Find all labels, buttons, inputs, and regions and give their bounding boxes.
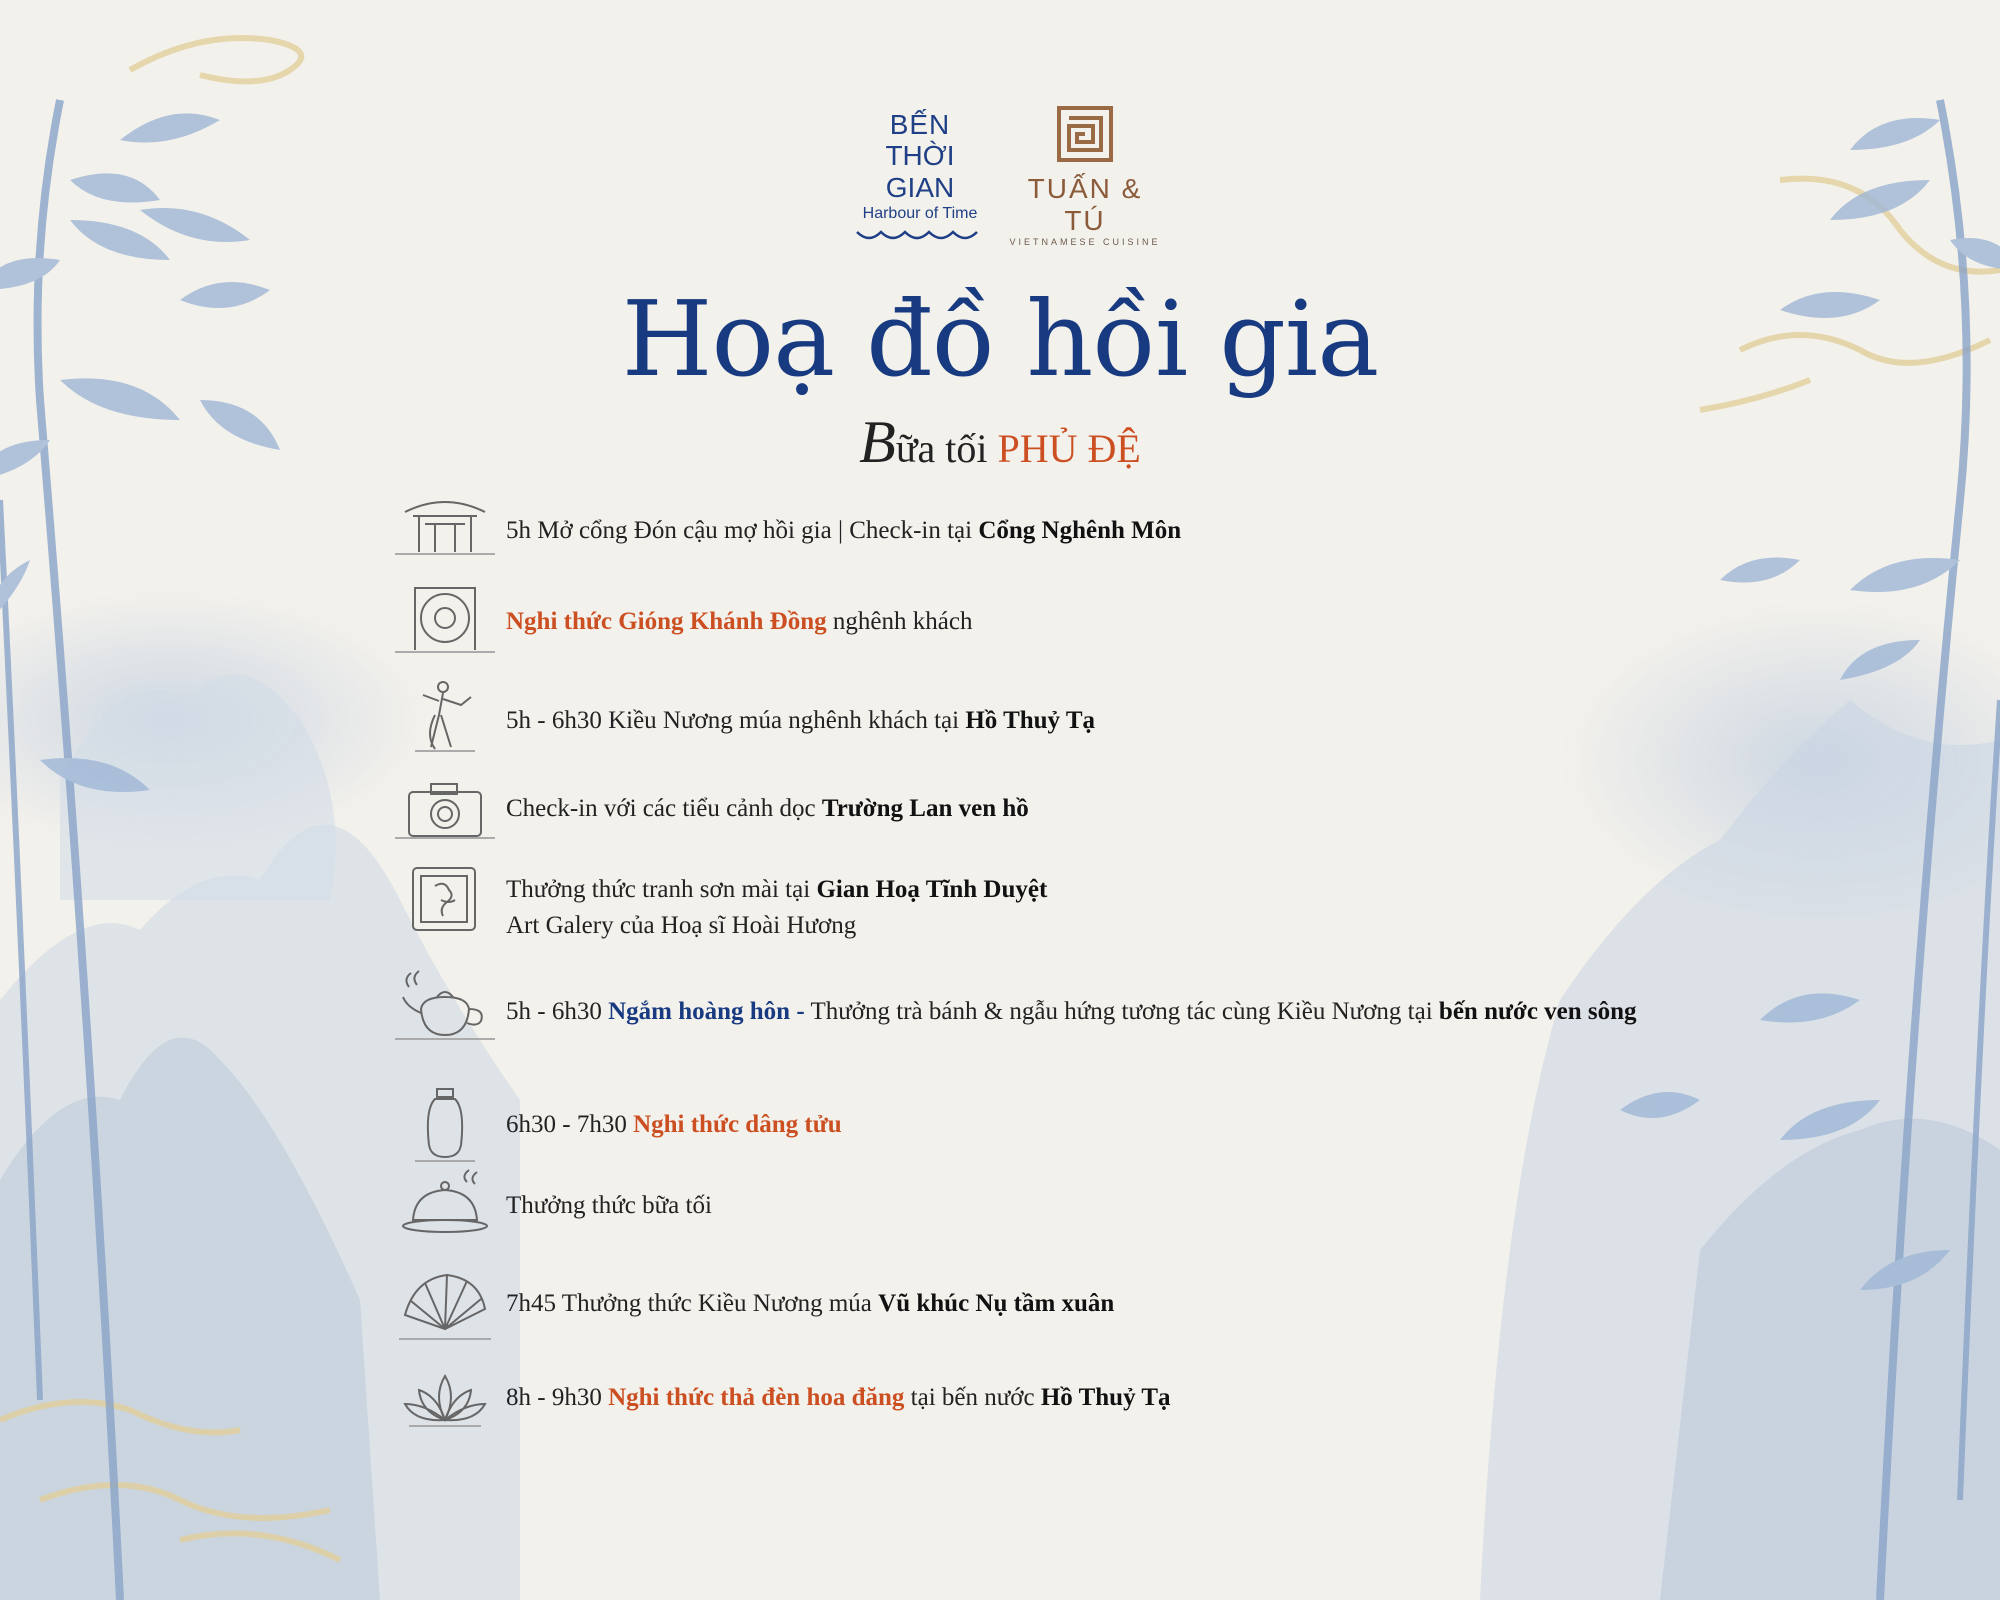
item-9-time: 8h - 9h30 [506,1384,609,1411]
painting-icon [395,860,495,940]
subtitle-text: ữa tối [895,426,988,471]
item-4-place: Gian Hoạ Tĩnh Duyệt [816,876,1048,903]
gong-icon [395,578,495,658]
item-7-text: Thưởng thức bữa tối [506,1192,712,1219]
schedule-item-7 [506,1188,712,1224]
fan-icon [395,1265,495,1345]
item-6-time: 6h30 - 7h30 [506,1111,634,1138]
item-3-text: Check-in với các tiểu cảnh dọc [506,795,822,822]
wine-jar-icon [395,1085,495,1165]
item-6-ritual: Nghi thức dâng tửu [633,1111,842,1138]
schedule-item-8 [506,1286,1114,1322]
item-1-text: nghênh khách [826,608,973,635]
schedule-item-3 [506,791,1029,827]
item-0-place: Cổng Nghênh Môn [978,517,1182,544]
page-title: Hoạ đồ hồi gia [621,278,1379,400]
item-5-sunset: Ngắm hoàng hôn - [608,998,805,1025]
subtitle-accent: PHỦ ĐỆ [997,426,1141,471]
cloche-icon [395,1168,495,1248]
ben-logo-tagline: Harbour of Time [862,205,978,222]
item-4-line2: Art Galery của Hoạ sĩ Hoài Hương [506,912,857,939]
subtitle-script-letter: B [859,409,896,475]
item-4-text: Thưởng thức tranh sơn mài tại [506,876,817,903]
schedule-item-9 [506,1380,1171,1416]
ben-logo-line1: BẾN [889,109,951,140]
item-5-place: bến nước ven sông [1438,998,1637,1025]
item-8-text: 7h45 Thưởng thức Kiều Nương múa [506,1290,879,1317]
schedule-item-4 [506,872,1047,944]
item-2-place: Hồ Thuỷ Tạ [965,707,1096,734]
camera-icon [395,768,495,848]
item-5-time: 5h - 6h30 [506,998,609,1025]
tuan-tu-subtitle: VIETNAMESE CUISINE [1009,237,1161,247]
item-8-dance: Vũ khúc Nụ tầm xuân [878,1290,1115,1317]
gate-icon [395,490,495,570]
item-2-text: 5h - 6h30 Kiều Nương múa nghênh khách tại [506,707,966,734]
schedule-item-0 [506,513,1181,549]
lotus-icon [395,1362,495,1442]
schedule-item-1 [506,604,972,640]
schedule-item-6 [506,1107,842,1143]
item-3-place: Trường Lan ven hồ [821,795,1029,822]
schedule-item-2 [506,703,1095,739]
item-0-text: 5h Mở cổng Đón cậu mợ hồi gia | Check-in tại [506,517,979,544]
item-5-text: Thưởng trà bánh & ngẫu hứng tương tác cùng Kiều Nương tại [804,998,1439,1025]
tuan-tu-name: TUẤN & TÚ [1027,173,1143,236]
ben-logo-line2: THỜI GIAN [885,140,955,203]
dancer-icon [395,675,495,755]
item-1-ritual: Nghi thức Gióng Khánh Đồng [506,608,827,635]
schedule-item-5 [506,994,1637,1030]
teapot-icon [395,965,495,1045]
item-9-text: tại bến nước [904,1384,1041,1411]
item-9-place: Hồ Thuỷ Tạ [1040,1384,1171,1411]
item-9-ritual: Nghi thức thả đèn hoa đăng [608,1384,905,1411]
